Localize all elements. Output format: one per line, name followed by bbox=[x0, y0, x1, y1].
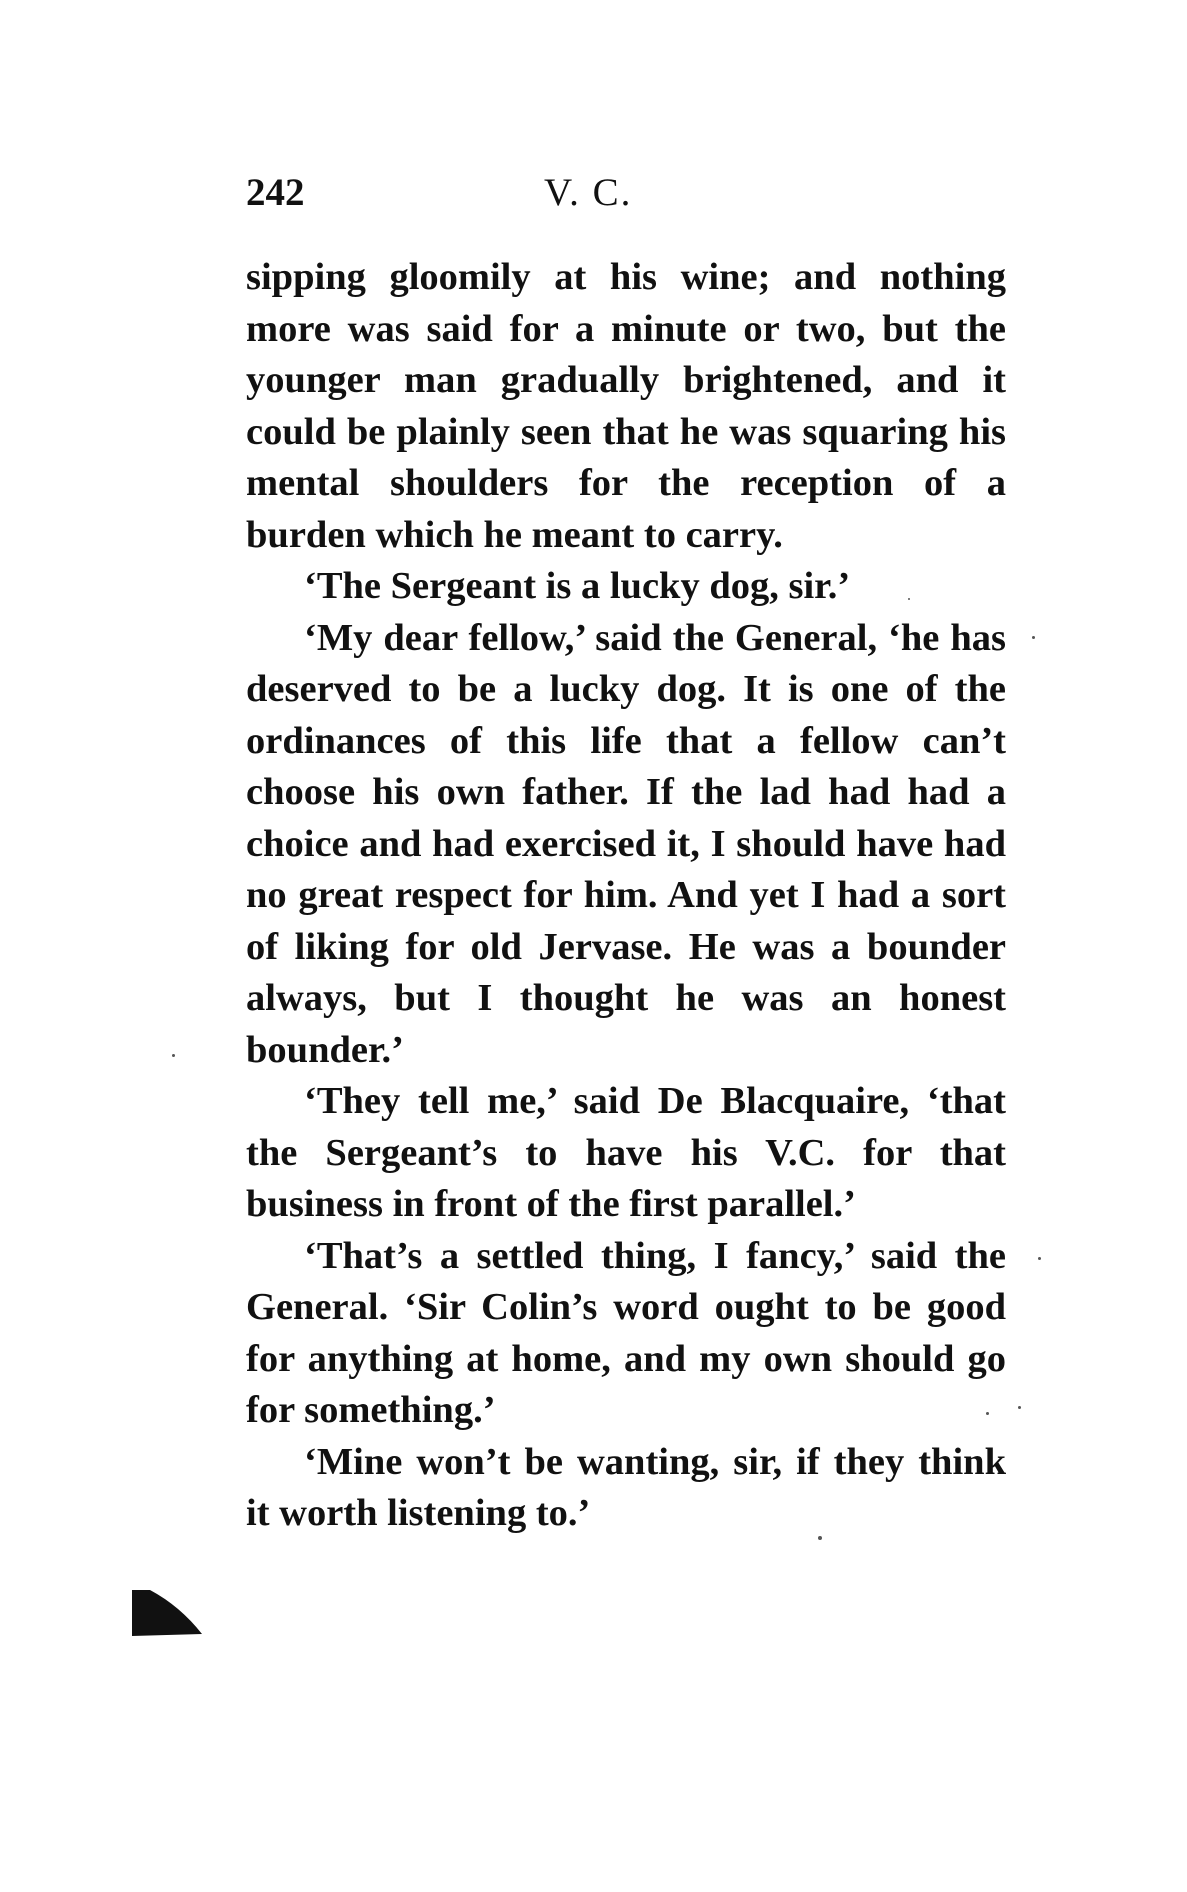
speck-mark bbox=[1038, 1257, 1041, 1260]
speck-mark bbox=[1032, 636, 1035, 639]
paragraph-1: sipping gloomily at his wine; and nothing more was said for a minute or two, but the younger man gradually brightened, and it could be plainly seen that he was squaring his mental shoulders for the reception of a burden which he meant to carry. bbox=[246, 256, 1006, 556]
paragraph-6: ‘Mine won’t be wanting, sir, if they think it worth listening to.’ bbox=[246, 1440, 1006, 1534]
page-header bbox=[246, 170, 1016, 230]
page-number: 242 bbox=[246, 171, 305, 214]
speck-mark bbox=[908, 598, 910, 600]
speck-mark bbox=[818, 1536, 822, 1540]
paragraph-4: ‘They tell me,’ said De Blacquaire, ‘that the Sergeant’s to have his V.C. for that business in front of the first parallel.’ bbox=[246, 1080, 1006, 1225]
paragraph-2: ‘The Sergeant is a lucky dog, sir.’ bbox=[304, 565, 851, 607]
speck-mark bbox=[172, 1054, 175, 1057]
speck-mark bbox=[986, 1412, 989, 1415]
running-title: V. C. bbox=[544, 171, 633, 214]
speck-mark bbox=[1018, 1406, 1021, 1409]
ink-smudge-mark bbox=[130, 1588, 204, 1638]
paragraph-5: ‘That’s a settled thing, I fancy,’ said the General. ‘Sir Colin’s word ought to be good for anything at home, and my own should go for something.’ bbox=[246, 1234, 1006, 1431]
body-text bbox=[246, 252, 1006, 1540]
paragraph-3: ‘My dear fellow,’ said the General, ‘he has deserved to be a lucky dog. It is one of the ordinances of this life that a fellow can’t choose his own father. If the lad had had a choice and had exercised it, I should have had no great respect for him. And yet I had a sort of liking for old Jervase. He was a bounder always, but I thought he was an honest bounder.’ bbox=[246, 616, 1006, 1071]
